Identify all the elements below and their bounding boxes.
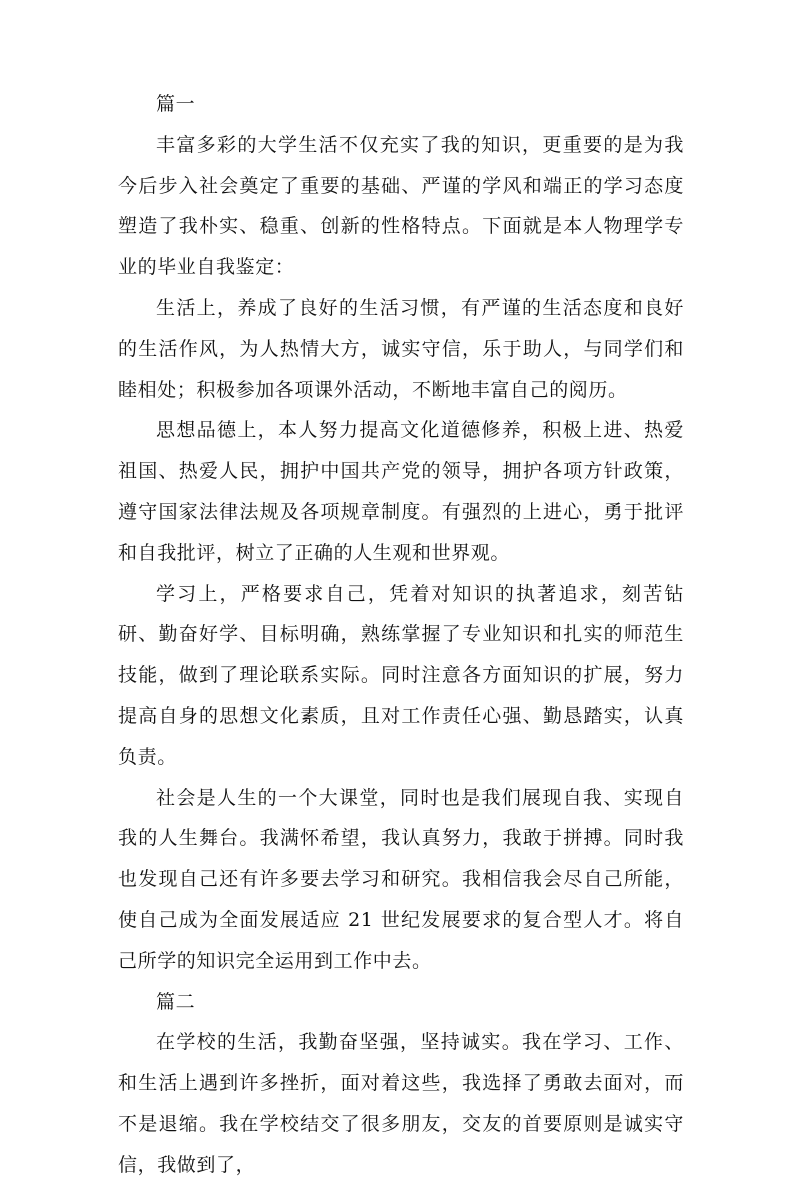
paragraph: 在学校的生活，我勤奋坚强，坚持诚实。我在学习、工作、和生活上遇到许多挫折，面对着这些，我选择了勇敢去面对，而不是退缩。我在学校结交了很多朋友，交友的首要原则是诚实守信，我做到了，	[118, 1031, 684, 1176]
document-body	[118, 84, 684, 1186]
paragraph: 社会是人生的一个大课堂，同时也是我们展现自我、实现自我的人生舞台。我满怀希望，我认真努力，我敢于拼搏。同时我也发现自己还有许多要去学习和研究。我相信我会尽自己所能，使自己成为全面发展适应 21 世纪发展要求的复合型人才。将自己所学的知识完全运用到工作中去。	[118, 786, 684, 972]
section-heading: 篇二	[156, 990, 196, 1013]
paragraph: 思想品德上，本人努力提高文化道德修养，积极上进、热爱祖国、热爱人民，拥护中国共产党的领导，拥护各项方针政策，遵守国家法律法规及各项规章制度。有强烈的上进心，勇于批评和自我批评，树立了正确的人生观和世界观。	[118, 419, 684, 564]
paragraph: 生活上，养成了良好的生活习惯，有严谨的生活态度和良好的生活作风，为人热情大方，诚实守信，乐于助人，与同学们和睦相处；积极参加各项课外活动，不断地丰富自己的阅历。	[118, 296, 684, 401]
paragraph: 丰富多彩的大学生活不仅充实了我的知识，更重要的是为我今后步入社会奠定了重要的基础、严谨的学风和端正的学习态度塑造了我朴实、稳重、创新的性格特点。下面就是本人物理学专业的毕业自我鉴定：	[118, 133, 684, 279]
paragraph: 学习上，严格要求自己，凭着对知识的执著追求，刻苦钻研、勤奋好学、目标明确，熟练掌握了专业知识和扎实的师范生技能，做到了理论联系实际。同时注意各方面知识的扩展，努力提高自身的思想文化素质，且对工作责任心强、勤恳踏实，认真负责。	[118, 582, 684, 768]
section-heading: 篇一	[156, 93, 196, 115]
